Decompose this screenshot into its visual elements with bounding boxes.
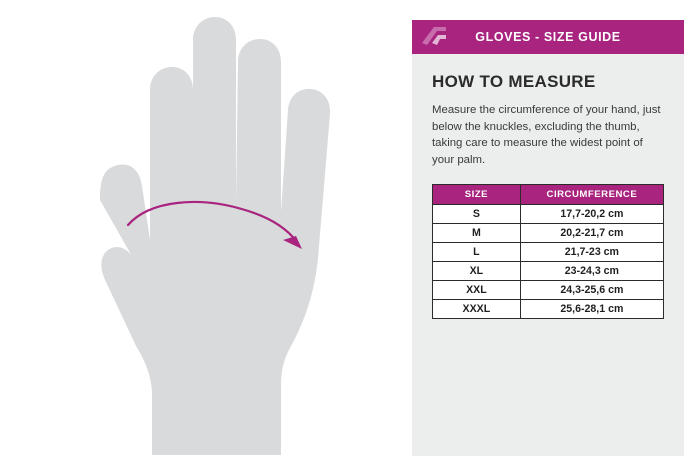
cell-circumference: 21,7-23 cm — [520, 243, 663, 262]
cell-size: XXXL — [433, 300, 521, 319]
size-table — [432, 184, 664, 319]
panel-body — [412, 54, 684, 319]
cell-size: XL — [433, 262, 521, 281]
cell-circumference: 20,2-21,7 cm — [520, 224, 663, 243]
section-description: Measure the circumference of your hand, just below the knuckles, excluding the thumb, taking care to measure the widest point of your palm. — [432, 104, 661, 166]
cell-size: M — [433, 224, 521, 243]
cell-circumference: 25,6-28,1 cm — [520, 300, 663, 319]
column-header-size: SIZE — [433, 185, 521, 205]
table-row — [433, 281, 664, 300]
cell-size: XXL — [433, 281, 521, 300]
panel-header — [412, 20, 684, 54]
brand-a-logo-icon — [420, 23, 448, 51]
cell-size: L — [433, 243, 521, 262]
table-row — [433, 205, 664, 224]
column-header-circumference: CIRCUMFERENCE — [520, 185, 663, 205]
table-row — [433, 300, 664, 319]
panel-title: GLOVES - SIZE GUIDE — [475, 30, 621, 44]
size-table-header — [433, 185, 664, 205]
table-row — [433, 243, 664, 262]
size-guide-panel — [412, 20, 684, 456]
section-heading: HOW TO MEASURE — [432, 72, 596, 91]
cell-circumference: 24,3-25,6 cm — [520, 281, 663, 300]
cell-circumference: 23-24,3 cm — [520, 262, 663, 281]
table-header-row — [433, 185, 664, 205]
hand-silhouette-icon — [100, 17, 330, 455]
table-row — [433, 262, 664, 281]
cell-size: S — [433, 205, 521, 224]
table-row — [433, 224, 664, 243]
size-table-body — [433, 205, 664, 319]
cell-circumference: 17,7-20,2 cm — [520, 205, 663, 224]
